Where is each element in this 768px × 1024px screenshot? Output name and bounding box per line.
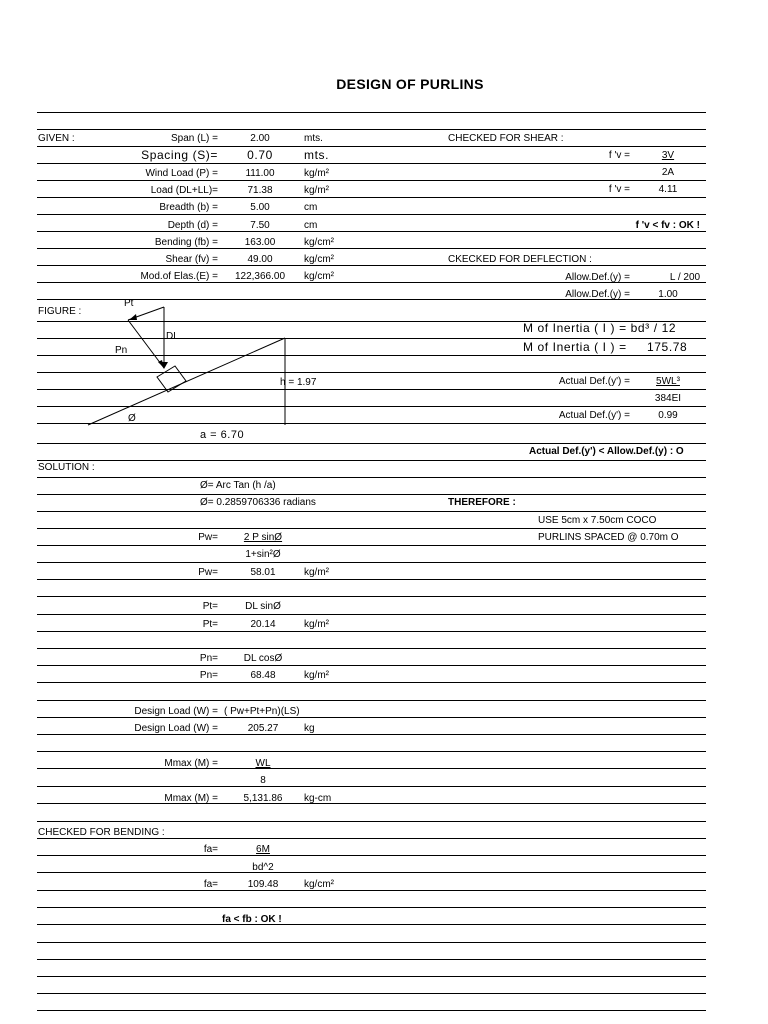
inertia-formula: M of Inertia ( I ) = bd³ / 12	[523, 321, 677, 335]
fa-label-2: fa=	[203, 879, 218, 890]
solution-label: SOLUTION :	[38, 462, 95, 473]
base-length-label: a = 6.70	[200, 429, 245, 441]
actual-def-label: Actual Def.(y') =	[558, 376, 630, 387]
given-row-value: 71.38	[247, 185, 273, 196]
dl-arrow-line	[128, 320, 164, 368]
shear-fv-denominator: 2A	[661, 167, 675, 178]
shear-fv-label: f 'v =	[608, 150, 630, 161]
pt-arrowhead	[129, 314, 137, 320]
actual-def-label-2: Actual Def.(y') =	[558, 410, 630, 421]
pw-value: 58.01	[250, 567, 276, 578]
given-row-label: Bending (fb) =	[154, 237, 218, 248]
allow-def-label: Allow.Def.(y) =	[565, 272, 630, 283]
pt-formula: DL sinØ	[245, 601, 281, 612]
pn-label: Pn	[115, 345, 128, 356]
shear-fv-numerator: 3V	[661, 150, 675, 161]
figure-label: FIGURE :	[38, 306, 82, 317]
given-row-unit: kg/m²	[304, 168, 329, 179]
bending-result: fa < fb : OK !	[222, 914, 282, 925]
actual-def-value: 0.99	[658, 410, 678, 421]
fa-label: fa=	[203, 844, 218, 855]
pt-label: Pt	[124, 298, 134, 309]
therefore-line-2: PURLINS SPACED @ 0.70m O	[538, 532, 679, 543]
given-row-unit: cm	[304, 202, 318, 213]
pn-formula: DL cosØ	[243, 653, 283, 664]
mmax-label-2: Mmax (M) =	[164, 793, 218, 804]
given-row-value: 2.00	[250, 133, 270, 144]
given-row-label: Shear (fv) =	[165, 254, 218, 265]
therefore-line-1: USE 5cm x 7.50cm COCO	[538, 515, 657, 526]
given-row-label: Depth (d) =	[167, 220, 218, 231]
fa-denominator: bd^2	[252, 862, 274, 873]
actual-def-denominator: 384EI	[654, 393, 682, 404]
mmax-value: 5,131.86	[243, 793, 283, 804]
pw-numerator: 2 P sinØ	[243, 532, 283, 543]
allow-def-value: 1.00	[658, 289, 678, 300]
angle-formula: Ø= Arc Tan (h /a)	[200, 480, 276, 491]
pw-denominator: 1+sin²Ø	[245, 549, 281, 560]
bending-heading: CHECKED FOR BENDING :	[38, 827, 165, 838]
pt-formula-label: Pt=	[202, 601, 218, 612]
given-row-value: 163.00	[244, 237, 276, 248]
given-row-label: Mod.of Elas.(E) =	[140, 271, 218, 282]
deflection-heading: CKECKED FOR DEFLECTION :	[448, 254, 592, 265]
given-row-value: 122,366.00	[234, 271, 286, 282]
given-row-label: Spacing (S)=	[141, 148, 218, 162]
allow-def-label-2: Allow.Def.(y) =	[565, 289, 630, 300]
design-load-value: 205.27	[247, 723, 279, 734]
actual-def-numerator: 5WL³	[656, 376, 680, 387]
design-load-label: Design Load (W) =	[134, 706, 218, 717]
angle-value: Ø= 0.2859706336 radians	[200, 497, 316, 508]
shear-fv-value: 4.11	[658, 184, 678, 195]
given-row-value: 111.00	[245, 168, 275, 179]
angle-label: Ø	[128, 413, 136, 424]
mmax-label: Mmax (M) =	[164, 758, 218, 769]
given-label: GIVEN :	[38, 133, 75, 144]
given-row-label: Breadth (b) =	[159, 202, 218, 213]
shear-fv-label-2: f 'v =	[608, 184, 630, 195]
pw-label-2: Pw=	[198, 567, 218, 578]
pt-unit: kg/m²	[304, 619, 329, 630]
pn-arrowhead	[160, 362, 168, 369]
fa-value: 109.48	[247, 879, 279, 890]
design-load-unit: kg	[304, 723, 315, 734]
given-row-label: Wind Load (P) =	[145, 168, 218, 179]
shear-result: f 'v < fv : OK !	[635, 220, 700, 231]
pt-value: 20.14	[250, 619, 276, 630]
design-load-label-2: Design Load (W) =	[134, 723, 218, 734]
fa-unit: kg/cm²	[304, 879, 334, 890]
height-label: h = 1.97	[280, 377, 317, 388]
given-row-unit: kg/cm²	[304, 254, 334, 265]
pw-label: Pw=	[198, 532, 218, 543]
given-row-value: 49.00	[247, 254, 273, 265]
page-title: DESIGN OF PURLINS	[336, 76, 484, 92]
mmax-denominator: 8	[260, 775, 266, 786]
dl-label: DL	[166, 331, 179, 342]
pn-unit: kg/m²	[304, 670, 329, 681]
given-row-value: 0.70	[247, 148, 273, 162]
therefore-label: THEREFORE :	[448, 497, 516, 508]
given-row-unit: cm	[304, 220, 318, 231]
given-row-unit: kg/cm²	[304, 271, 334, 282]
pn-value-label: Pn=	[199, 670, 218, 681]
inertia-label: M of Inertia ( I ) =	[523, 340, 627, 354]
pn-value: 68.48	[250, 670, 276, 681]
allow-def-expression: L / 200	[669, 272, 701, 283]
given-row-label: Load (DL+LL)=	[150, 185, 218, 196]
inertia-value: 175.78	[647, 340, 688, 354]
given-row-unit: mts.	[304, 133, 323, 144]
given-row-value: 5.00	[250, 202, 270, 213]
given-row-unit: kg/m²	[304, 185, 329, 196]
pt-value-label: Pt=	[202, 619, 218, 630]
shear-heading: CHECKED FOR SHEAR :	[448, 133, 564, 144]
given-row-value: 7.50	[250, 220, 270, 231]
given-row-unit: kg/cm²	[304, 237, 334, 248]
mmax-numerator: WL	[255, 758, 271, 769]
given-row-unit: mts.	[304, 148, 330, 162]
deflection-result: Actual Def.(y') < Allow.Def.(y) : O	[529, 446, 684, 457]
fa-numerator: 6M	[256, 844, 270, 855]
given-row-label: Span (L) =	[171, 133, 218, 144]
pn-formula-label: Pn=	[199, 653, 218, 664]
mmax-unit: kg-cm	[304, 793, 332, 804]
design-load-formula: ( Pw+Pt+Pn)(LS)	[224, 706, 300, 717]
pw-unit: kg/m²	[304, 567, 329, 578]
